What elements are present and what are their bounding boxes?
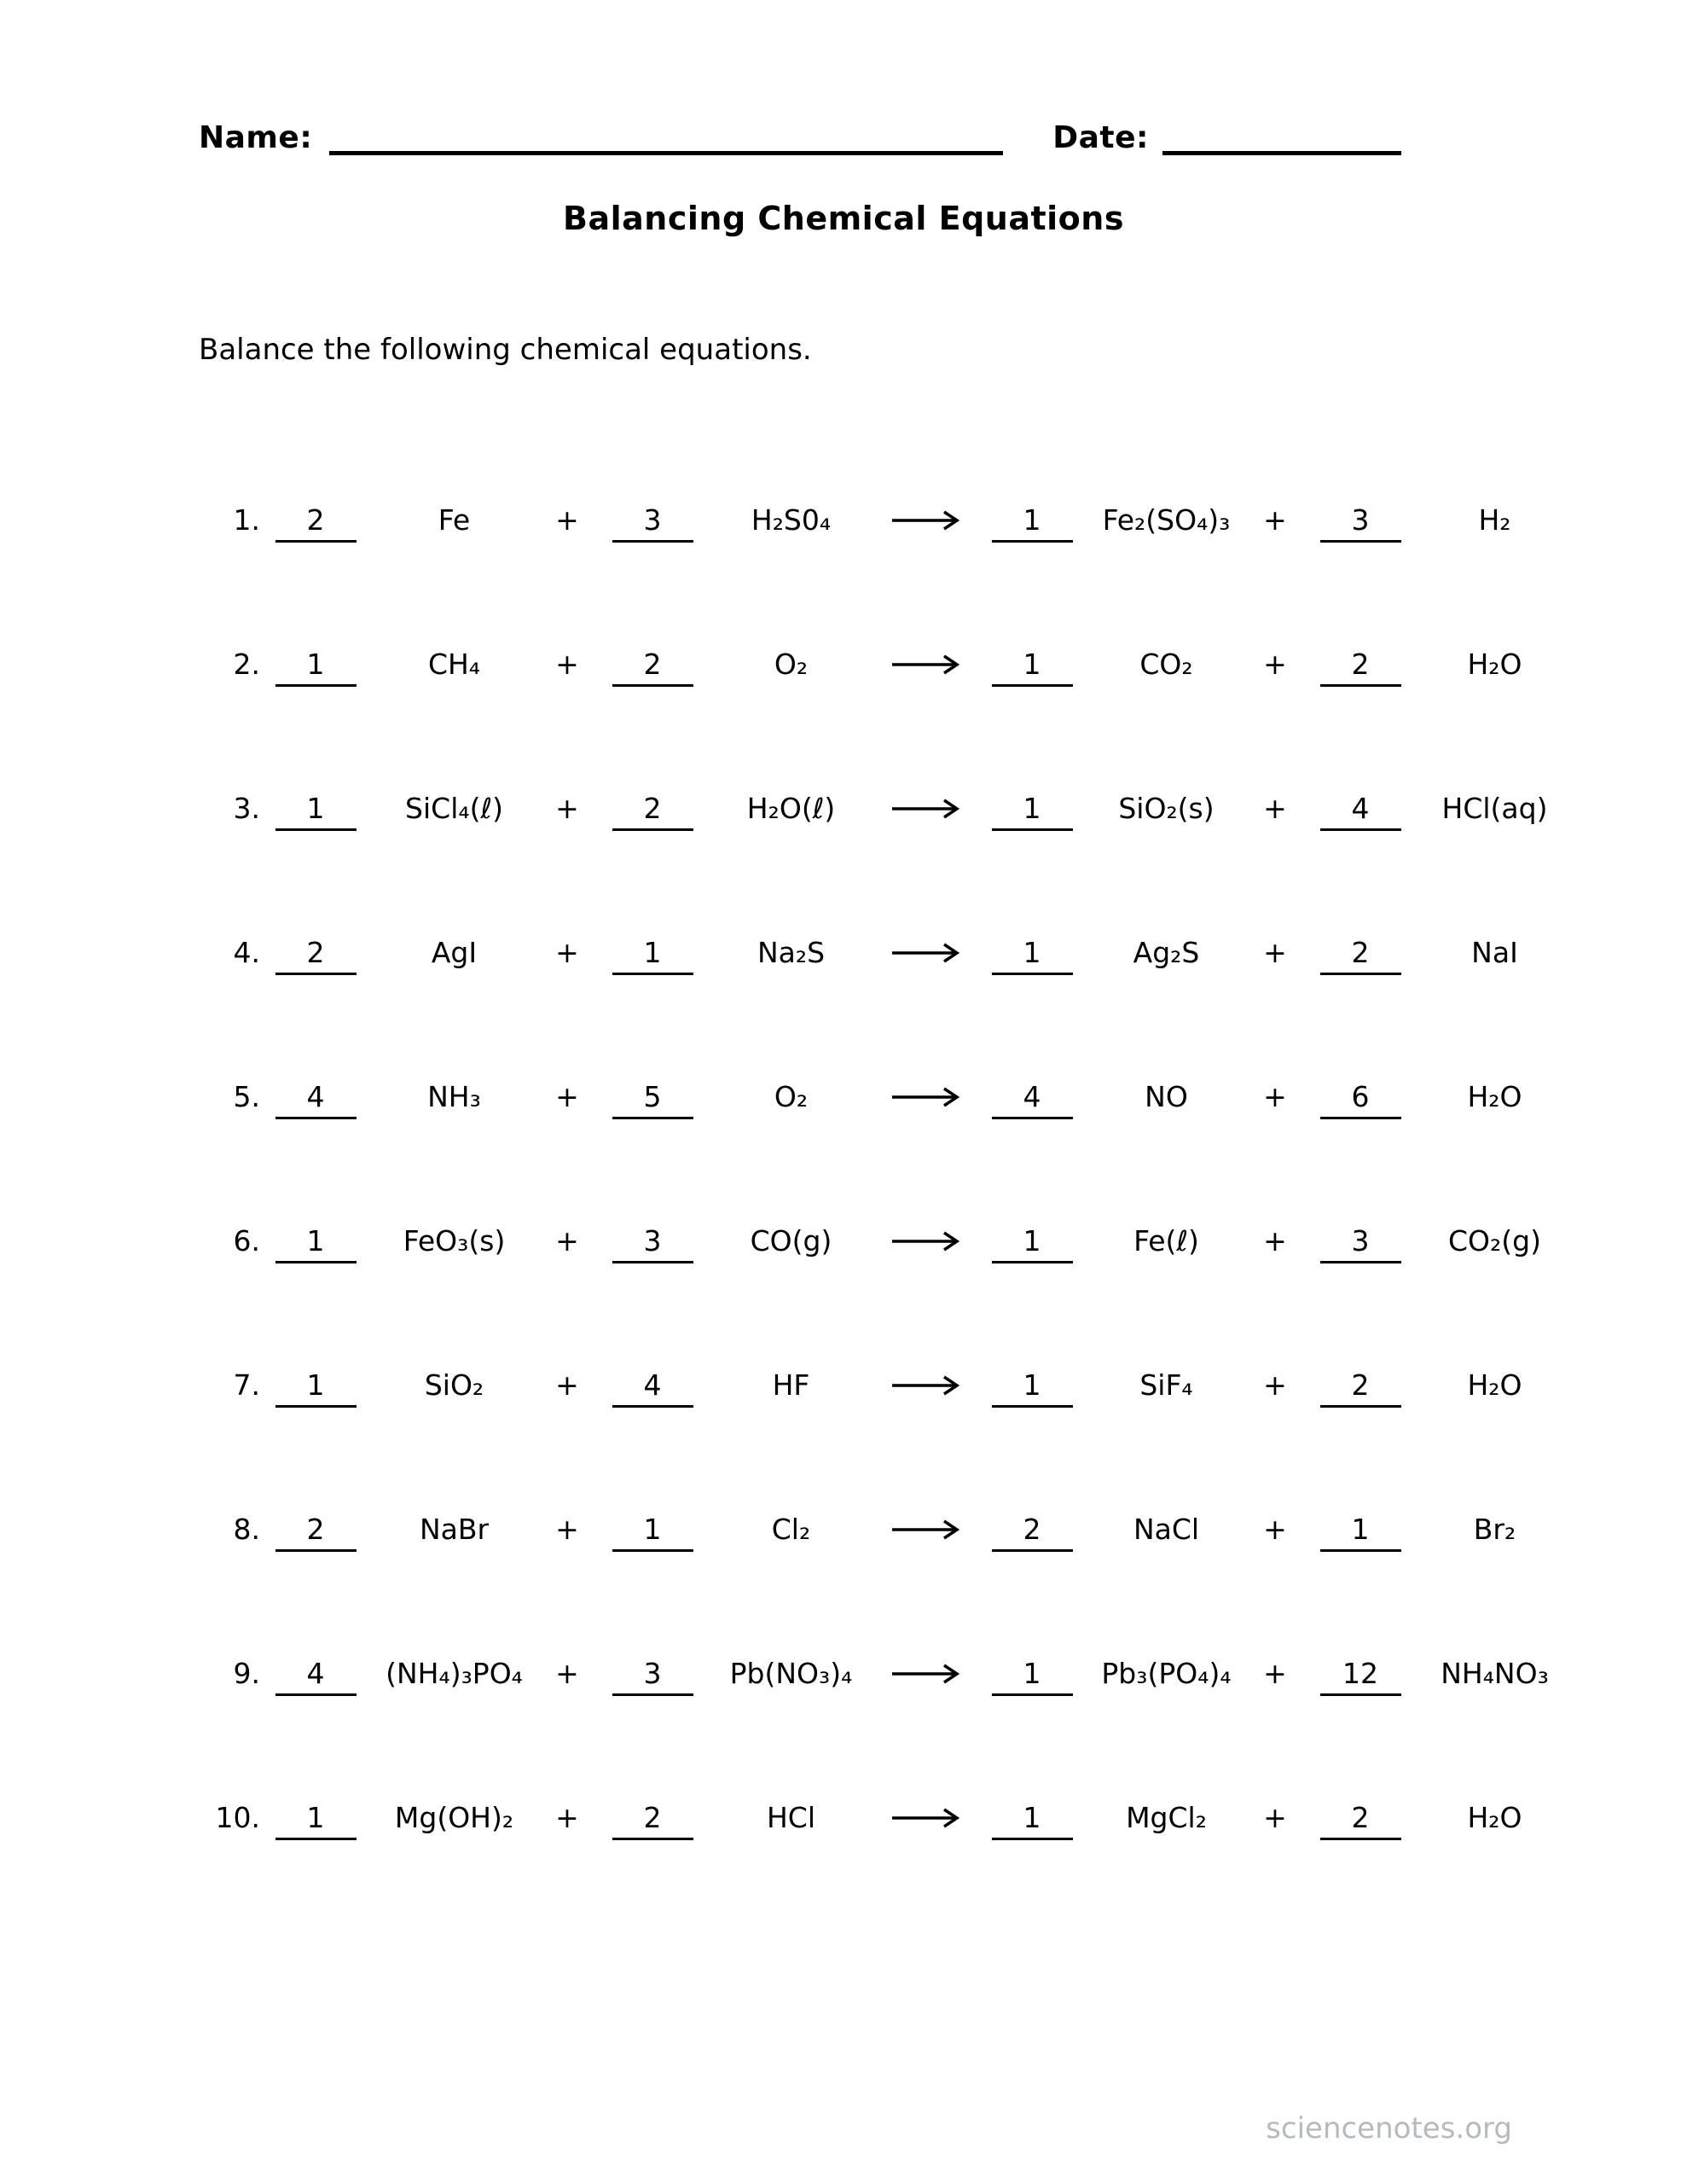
coefficient-value: 2 bbox=[1320, 1801, 1401, 1840]
reactant-formula: SiO₂ bbox=[424, 1368, 484, 1402]
coefficient-blank bbox=[260, 1801, 371, 1840]
plus-sign: + bbox=[555, 792, 579, 825]
coefficient-blank bbox=[977, 1657, 1087, 1696]
coefficient-blank bbox=[1305, 1368, 1416, 1408]
product-formula: CO₂(g) bbox=[1448, 1224, 1541, 1258]
equation-row bbox=[183, 936, 1687, 1080]
coefficient-value: 2 bbox=[612, 1801, 693, 1840]
equation-number: 3. bbox=[233, 792, 260, 825]
equation-number: 6. bbox=[233, 1224, 260, 1258]
coefficient-value: 1 bbox=[992, 1801, 1073, 1840]
coefficient-value: 2 bbox=[275, 936, 357, 975]
date-blank bbox=[1162, 119, 1401, 155]
product-formula: NO bbox=[1145, 1080, 1188, 1113]
equation-row bbox=[183, 1657, 1687, 1801]
product-formula: CO₂ bbox=[1139, 648, 1193, 681]
equation-number: 10. bbox=[215, 1801, 260, 1834]
coefficient-blank bbox=[1305, 503, 1416, 543]
coefficient-blank bbox=[1305, 648, 1416, 687]
equation-row bbox=[183, 792, 1687, 936]
product-formula: H₂O bbox=[1467, 648, 1522, 681]
reaction-arrow-icon bbox=[874, 1368, 977, 1402]
coefficient-value: 12 bbox=[1320, 1657, 1401, 1696]
reactant-formula: NH₃ bbox=[427, 1080, 481, 1113]
coefficient-blank bbox=[260, 1368, 371, 1408]
plus-sign: + bbox=[1263, 936, 1287, 969]
reaction-arrow-icon bbox=[874, 936, 977, 969]
coefficient-blank bbox=[597, 1368, 708, 1408]
coefficient-value: 1 bbox=[992, 1657, 1073, 1696]
equation-number: 9. bbox=[233, 1657, 260, 1690]
plus-sign: + bbox=[555, 1368, 579, 1402]
coefficient-value: 3 bbox=[612, 1224, 693, 1263]
coefficient-value: 1 bbox=[992, 648, 1073, 687]
plus-sign: + bbox=[555, 648, 579, 681]
product-formula: NH₄NO₃ bbox=[1441, 1657, 1549, 1690]
coefficient-value: 1 bbox=[992, 1368, 1073, 1408]
coefficient-value: 3 bbox=[1320, 1224, 1401, 1263]
reaction-arrow-icon bbox=[874, 1801, 977, 1834]
coefficient-value: 1 bbox=[992, 503, 1073, 543]
coefficient-blank bbox=[260, 1224, 371, 1263]
coefficient-blank bbox=[260, 1657, 371, 1696]
product-formula: Br₂ bbox=[1473, 1513, 1516, 1546]
coefficient-value: 4 bbox=[275, 1080, 357, 1119]
coefficient-blank bbox=[597, 503, 708, 543]
coefficient-value: 1 bbox=[612, 1513, 693, 1552]
reactant-formula: CO(g) bbox=[750, 1224, 832, 1258]
plus-sign: + bbox=[555, 1224, 579, 1258]
coefficient-blank bbox=[1305, 1224, 1416, 1263]
coefficient-blank bbox=[260, 1080, 371, 1119]
equation-number: 5. bbox=[233, 1080, 260, 1113]
plus-sign: + bbox=[1263, 503, 1287, 537]
product-formula: Pb₃(PO₄)₄ bbox=[1101, 1657, 1232, 1690]
equation-row bbox=[183, 1513, 1687, 1657]
coefficient-value: 4 bbox=[992, 1080, 1073, 1119]
product-formula: Ag₂S bbox=[1133, 936, 1200, 969]
reactant-formula: Na₂S bbox=[757, 936, 826, 969]
coefficient-blank bbox=[1305, 1657, 1416, 1696]
plus-sign: + bbox=[1263, 1513, 1287, 1546]
coefficient-blank bbox=[597, 1080, 708, 1119]
coefficient-blank bbox=[977, 1368, 1087, 1408]
reactant-formula: NaBr bbox=[419, 1513, 490, 1546]
coefficient-value: 2 bbox=[275, 503, 357, 543]
reactant-formula: CH₄ bbox=[427, 648, 481, 681]
coefficient-value: 4 bbox=[612, 1368, 693, 1408]
reactant-formula: Fe bbox=[438, 503, 471, 537]
product-formula: SiF₄ bbox=[1139, 1368, 1193, 1402]
equation-number: 7. bbox=[233, 1368, 260, 1402]
reactant-formula: HCl bbox=[766, 1801, 816, 1834]
coefficient-blank bbox=[977, 792, 1087, 831]
reactant-formula: H₂O(ℓ) bbox=[746, 792, 836, 825]
page-title: Balancing Chemical Equations bbox=[563, 200, 1124, 237]
plus-sign: + bbox=[555, 1657, 579, 1690]
equation-row bbox=[183, 503, 1687, 648]
product-formula: NaI bbox=[1471, 936, 1518, 969]
coefficient-blank bbox=[1305, 1801, 1416, 1840]
coefficient-blank bbox=[977, 503, 1087, 543]
coefficient-value: 1 bbox=[275, 1368, 357, 1408]
coefficient-blank bbox=[597, 1224, 708, 1263]
coefficient-value: 3 bbox=[1320, 503, 1401, 543]
coefficient-blank bbox=[260, 936, 371, 975]
coefficient-value: 4 bbox=[1320, 792, 1401, 831]
plus-sign: + bbox=[1263, 648, 1287, 681]
instructions-text: Balance the following chemical equations. bbox=[199, 333, 812, 367]
coefficient-blank bbox=[1305, 792, 1416, 831]
reactant-formula: AgI bbox=[431, 936, 478, 969]
reaction-arrow-icon bbox=[874, 648, 977, 681]
coefficient-value: 6 bbox=[1320, 1080, 1401, 1119]
coefficient-value: 2 bbox=[612, 792, 693, 831]
equation-number: 2. bbox=[233, 648, 260, 681]
plus-sign: + bbox=[1263, 792, 1287, 825]
coefficient-value: 2 bbox=[1320, 648, 1401, 687]
coefficient-blank bbox=[1305, 1513, 1416, 1552]
product-formula: MgCl₂ bbox=[1126, 1801, 1207, 1834]
coefficient-value: 1 bbox=[992, 936, 1073, 975]
coefficient-value: 1 bbox=[275, 648, 357, 687]
coefficient-value: 2 bbox=[1320, 936, 1401, 975]
coefficient-blank bbox=[977, 1080, 1087, 1119]
reaction-arrow-icon bbox=[874, 503, 977, 537]
coefficient-blank bbox=[977, 648, 1087, 687]
coefficient-value: 1 bbox=[612, 936, 693, 975]
reactant-formula: O₂ bbox=[774, 648, 809, 681]
reactant-formula: H₂S0₄ bbox=[751, 503, 832, 537]
equation-row bbox=[183, 648, 1687, 792]
equation-row bbox=[183, 1801, 1687, 1945]
product-formula: NaCl bbox=[1133, 1513, 1200, 1546]
coefficient-blank bbox=[1305, 1080, 1416, 1119]
reactant-formula: FeO₃(s) bbox=[403, 1224, 506, 1258]
coefficient-value: 1 bbox=[275, 792, 357, 831]
name-blank bbox=[329, 119, 1003, 155]
coefficient-blank bbox=[597, 1513, 708, 1552]
plus-sign: + bbox=[555, 1801, 579, 1834]
coefficient-value: 3 bbox=[612, 503, 693, 543]
equations-list bbox=[0, 503, 1687, 1945]
reactant-formula: SiCl₄(ℓ) bbox=[405, 792, 503, 825]
name-label: Name: bbox=[199, 120, 313, 156]
equation-row bbox=[183, 1080, 1687, 1224]
coefficient-blank bbox=[260, 503, 371, 543]
plus-sign: + bbox=[555, 1513, 579, 1546]
product-formula: Fe(ℓ) bbox=[1133, 1224, 1199, 1258]
plus-sign: + bbox=[555, 1080, 579, 1113]
product-formula: H₂ bbox=[1478, 503, 1511, 537]
equation-number: 4. bbox=[233, 936, 260, 969]
equation-row bbox=[183, 1224, 1687, 1368]
coefficient-blank bbox=[597, 1657, 708, 1696]
reaction-arrow-icon bbox=[874, 1657, 977, 1690]
coefficient-blank bbox=[1305, 936, 1416, 975]
coefficient-value: 2 bbox=[992, 1513, 1073, 1552]
plus-sign: + bbox=[555, 503, 579, 537]
reactant-formula: Pb(NO₃)₄ bbox=[729, 1657, 853, 1690]
coefficient-blank bbox=[977, 1801, 1087, 1840]
reactant-formula: HF bbox=[772, 1368, 810, 1402]
watermark: sciencenotes.org bbox=[1266, 2111, 1512, 2146]
reaction-arrow-icon bbox=[874, 1080, 977, 1113]
coefficient-value: 1 bbox=[1320, 1513, 1401, 1552]
product-formula: HCl(aq) bbox=[1441, 792, 1548, 825]
coefficient-blank bbox=[260, 792, 371, 831]
plus-sign: + bbox=[1263, 1657, 1287, 1690]
reaction-arrow-icon bbox=[874, 1224, 977, 1258]
reaction-arrow-icon bbox=[874, 792, 977, 825]
product-formula: Fe₂(SO₄)₃ bbox=[1102, 503, 1231, 537]
coefficient-blank bbox=[597, 936, 708, 975]
product-formula: H₂O bbox=[1467, 1080, 1522, 1113]
coefficient-value: 2 bbox=[275, 1513, 357, 1552]
coefficient-value: 5 bbox=[612, 1080, 693, 1119]
coefficient-value: 4 bbox=[275, 1657, 357, 1696]
coefficient-blank bbox=[260, 648, 371, 687]
equation-row bbox=[183, 1368, 1687, 1513]
plus-sign: + bbox=[1263, 1801, 1287, 1834]
plus-sign: + bbox=[1263, 1368, 1287, 1402]
coefficient-blank bbox=[597, 1801, 708, 1840]
coefficient-blank bbox=[260, 1513, 371, 1552]
plus-sign: + bbox=[1263, 1080, 1287, 1113]
plus-sign: + bbox=[1263, 1224, 1287, 1258]
coefficient-blank bbox=[977, 1224, 1087, 1263]
reaction-arrow-icon bbox=[874, 1513, 977, 1546]
coefficient-blank bbox=[597, 792, 708, 831]
coefficient-value: 3 bbox=[612, 1657, 693, 1696]
reactant-formula: O₂ bbox=[774, 1080, 809, 1113]
coefficient-value: 1 bbox=[275, 1224, 357, 1263]
header bbox=[0, 119, 1687, 155]
reactant-formula: (NH₄)₃PO₄ bbox=[386, 1657, 523, 1690]
reactant-formula: Cl₂ bbox=[771, 1513, 811, 1546]
coefficient-blank bbox=[597, 648, 708, 687]
reactant-formula: Mg(OH)₂ bbox=[394, 1801, 514, 1834]
equation-number: 8. bbox=[233, 1513, 260, 1546]
coefficient-value: 1 bbox=[992, 792, 1073, 831]
coefficient-value: 1 bbox=[275, 1801, 357, 1840]
coefficient-value: 2 bbox=[612, 648, 693, 687]
plus-sign: + bbox=[555, 936, 579, 969]
product-formula: H₂O bbox=[1467, 1801, 1522, 1834]
date-label: Date: bbox=[1052, 120, 1149, 156]
coefficient-blank bbox=[977, 1513, 1087, 1552]
equation-number: 1. bbox=[233, 503, 260, 537]
product-formula: SiO₂(s) bbox=[1118, 792, 1215, 825]
product-formula: H₂O bbox=[1467, 1368, 1522, 1402]
coefficient-value: 1 bbox=[992, 1224, 1073, 1263]
coefficient-value: 2 bbox=[1320, 1368, 1401, 1408]
coefficient-blank bbox=[977, 936, 1087, 975]
